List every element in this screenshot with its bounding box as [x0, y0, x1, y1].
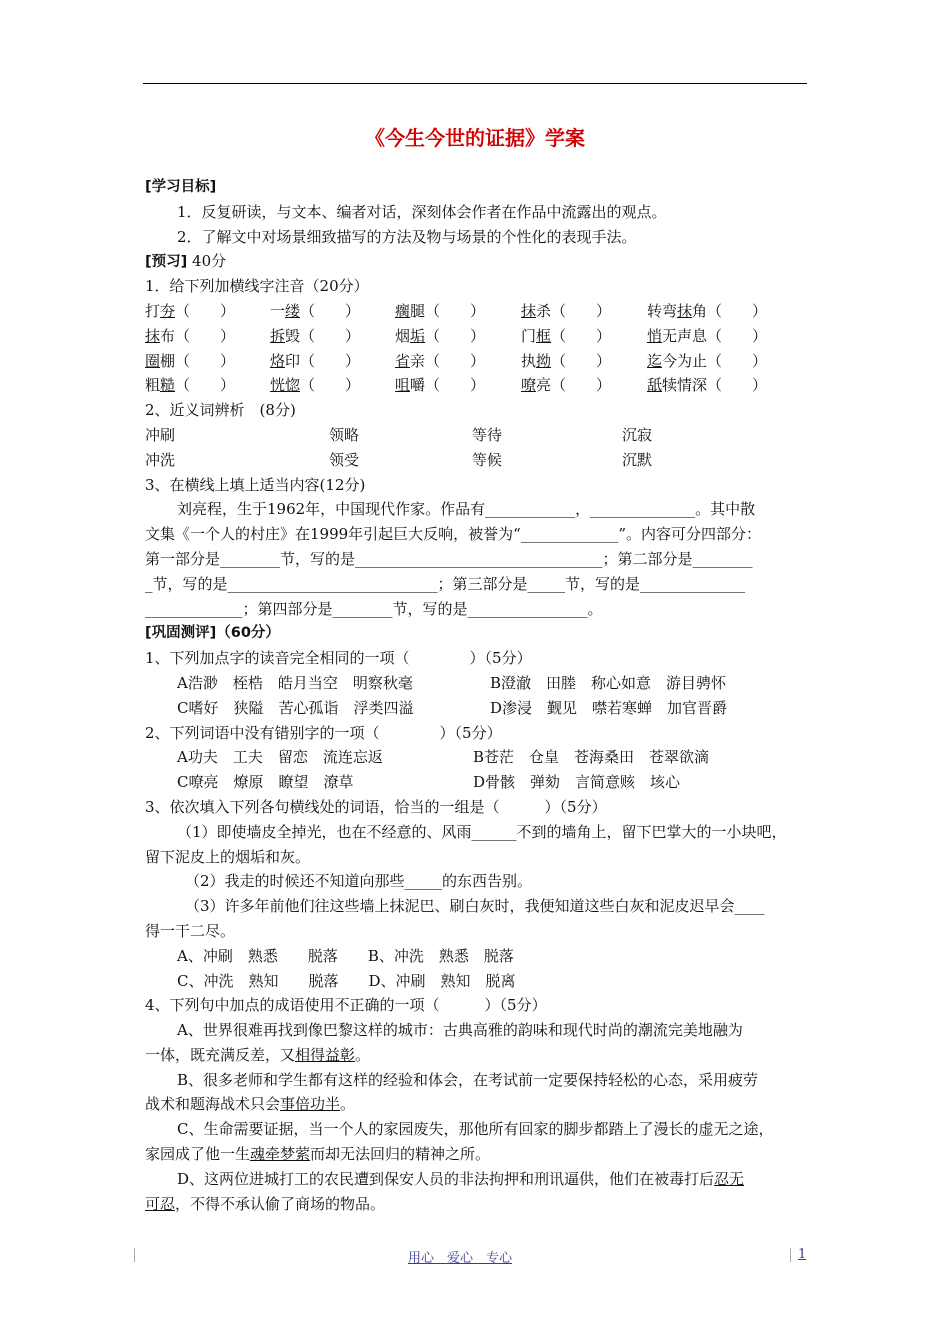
- t4-idiom-d-part2: 可忍: [145, 1194, 176, 1213]
- t2-option-c: C嘹亮 燎原 瞭望 潦草: [177, 773, 354, 792]
- test-heading: [巩固测评]（60分）: [145, 625, 280, 642]
- t1-option-c: C嗜好 狭隘 苦心孤诣 浮类四溢: [177, 698, 414, 717]
- t4-idiom-a: 相得益彰: [295, 1045, 356, 1064]
- pinyin-target-char: 缕: [285, 301, 301, 320]
- pinyin-item-prefix: 烟: [395, 326, 411, 345]
- pinyin-item: [395, 299, 485, 324]
- pinyin-item: [270, 324, 360, 349]
- t3-sentence-1b: 留下泥皮上的烟垢和灰。: [145, 847, 311, 866]
- pinyin-item: [270, 349, 360, 374]
- t2-options-ab: [145, 745, 807, 770]
- pinyin-row: [145, 324, 807, 349]
- pinyin-item-suffix: （ ）: [300, 301, 361, 320]
- pinyin-item-prefix: 打: [145, 301, 161, 320]
- t3-sentence-3a: （3）许多年前他们往这些墙上抹泥巴、刷白灰时，我便知道这些白灰和泥皮迟早会____: [185, 897, 765, 916]
- q3-line-3: 第一部分是________节，写的是_________________________________；第二部分是________: [145, 549, 753, 568]
- goal-item-2: 2．了解文中对场景细致描写的方法及物与场景的个性化的表现手法。: [177, 227, 637, 246]
- t3-options-1: A、冲刷 熟悉 脱落 B、冲洗 熟悉 脱落: [177, 946, 514, 965]
- t3-title: 3、依次填入下列各句横线处的词语，恰当的一组是（ ）（5分）: [145, 797, 607, 816]
- pinyin-target-char: 拗: [536, 351, 552, 370]
- t4-b2-end: 。: [340, 1095, 356, 1114]
- synonym-word: 领略: [329, 425, 360, 444]
- pinyin-item: [647, 324, 767, 349]
- pinyin-item: [395, 373, 485, 398]
- t3-options-2: C、冲洗 熟知 脱落 D、冲刷 熟知 脱离: [177, 971, 516, 990]
- pinyin-target-char: 迄: [647, 351, 663, 370]
- q1-title: 1．给下列加横线字注音（20分）: [145, 277, 369, 296]
- pinyin-target-char: 瘸: [395, 301, 411, 320]
- t4-idiom-c: 魂牵梦萦: [250, 1145, 311, 1164]
- pinyin-target-char: 恍惚: [270, 376, 301, 395]
- pinyin-item-suffix: 棚（ ）: [160, 351, 236, 370]
- t4-a2-text: 一体，既充满反差，又: [145, 1045, 296, 1064]
- pinyin-item: [647, 299, 767, 324]
- pinyin-row: [145, 373, 807, 398]
- t4-c2-text: 家园成了他一生: [145, 1145, 251, 1164]
- header-rule: [143, 83, 807, 84]
- pinyin-item-suffix: 今为止（ ）: [662, 351, 768, 370]
- t4-option-a-line1: A、世界很难再找到像巴黎这样的城市：古典高雅的韵味和现代时尚的潮流完美地融为: [177, 1021, 743, 1040]
- document-body: [145, 175, 807, 1216]
- t4-option-d-line2: [145, 1192, 807, 1217]
- pinyin-item-suffix: 角（ ）: [692, 301, 768, 320]
- synonym-row: [145, 448, 807, 473]
- pinyin-item-suffix: （ ）: [551, 326, 612, 345]
- pinyin-target-char: 嘹: [521, 376, 537, 395]
- synonym-word: 等候: [472, 450, 503, 469]
- pinyin-item-suffix: 亮（ ）: [536, 376, 612, 395]
- t2-option-d: D骨骸 弹劾 言简意赅 垓心: [473, 773, 681, 792]
- pinyin-item: [395, 349, 485, 374]
- t4-d1-text: D、这两位进城打工的农民遭到保安人员的非法拘押和刑讯逼供，他们在被毒打后: [177, 1169, 715, 1188]
- synonym-word: 冲洗: [145, 450, 176, 469]
- t2-option-a: A功夫 工夫 留恋 流连忘返: [177, 748, 383, 767]
- pinyin-item: [145, 373, 235, 398]
- synonym-word: 等待: [472, 425, 503, 444]
- pinyin-target-char: 垢: [410, 326, 426, 345]
- t4-option-b-line2: [145, 1092, 807, 1117]
- synonym-grid: [145, 423, 807, 473]
- pinyin-target-char: 框: [536, 326, 552, 345]
- pinyin-item-suffix: 布（ ）: [160, 326, 236, 345]
- pinyin-item-suffix: 犊情深（ ）: [662, 376, 768, 395]
- t2-options-cd: [145, 770, 807, 795]
- pinyin-row: [145, 299, 807, 324]
- pinyin-item: [270, 373, 360, 398]
- pinyin-item-suffix: （ ）: [175, 301, 236, 320]
- t4-option-b-line1: B、很多老师和学生都有这样的经验和体会，在考试前一定要保持轻松的心态，采用疲劳: [177, 1070, 759, 1089]
- pinyin-item-suffix: 嚼（ ）: [410, 376, 486, 395]
- t2-title: 2、下列词语中没有错别字的一项（ ）（5分）: [145, 723, 502, 742]
- pinyin-item: [270, 299, 360, 324]
- synonym-word: 沉默: [622, 450, 653, 469]
- pinyin-item-suffix: （ ）: [300, 376, 361, 395]
- t3-sentence-1a: （1）即使墙皮全掉光，也在不经意的、风雨______不到的墙角上，留下巴掌大的一小块吧，: [177, 822, 787, 841]
- pinyin-item-suffix: （ ）: [175, 376, 236, 395]
- t4-option-a-line2: [145, 1043, 807, 1068]
- q3-title: 3、在横线上填上适当内容(12分): [145, 475, 366, 494]
- pinyin-item: [521, 299, 611, 324]
- synonym-word: 领受: [329, 450, 360, 469]
- pinyin-target-char: 拆: [270, 326, 286, 345]
- pinyin-item-prefix: 转弯: [647, 301, 678, 320]
- t1-option-d: D渗浸 觐见 噤若寒蝉 加官晋爵: [490, 698, 728, 717]
- synonym-word: 沉寂: [622, 425, 653, 444]
- synonym-row: [145, 423, 807, 448]
- t3-sentence-2: （2）我走的时候还不知道向那些_____的东西告别。: [185, 872, 533, 891]
- goal-item-1: 1．反复研读，与文本、编者对话，深刻体会作者在作品中流露出的观点。: [177, 202, 667, 221]
- pinyin-target-char: 圈: [145, 351, 161, 370]
- t1-option-a: A浩渺 桎梏 皓月当空 明察秋毫: [177, 673, 413, 692]
- t4-option-d-line1: [145, 1167, 807, 1192]
- goals-heading: [学习目标]: [145, 179, 217, 195]
- pinyin-item: [521, 349, 611, 374]
- preview-score: 40分: [187, 252, 227, 271]
- pinyin-item-suffix: 杀（ ）: [536, 301, 612, 320]
- footer-divider-right: [790, 1248, 792, 1262]
- page-title: 《今生今世的证据》学案: [365, 126, 585, 150]
- t1-option-b: B澄澈 田塍 称心如意 游目骋怀: [490, 673, 727, 692]
- preview-heading-line: [145, 249, 807, 274]
- pinyin-target-char: 舐: [647, 376, 663, 395]
- pinyin-target-char: 糙: [160, 376, 176, 395]
- preview-heading: [预习]: [145, 254, 188, 271]
- pinyin-item: [521, 324, 611, 349]
- footer-motto: 用心 爱心 专心: [407, 1251, 512, 1266]
- pinyin-item: [647, 349, 767, 374]
- pinyin-target-char: 夯: [160, 301, 176, 320]
- pinyin-item-suffix: 无声息（ ）: [662, 326, 768, 345]
- t1-options-ab: [145, 671, 807, 696]
- page-number: 1: [798, 1247, 807, 1262]
- pinyin-item: [145, 299, 235, 324]
- pinyin-target-char: 抹: [677, 301, 693, 320]
- t3-sentence-3b: 得一干二尽。: [145, 921, 236, 940]
- pinyin-item-prefix: 粗: [145, 376, 161, 395]
- t1-title: 1、下列加点字的读音完全相同的一项（ ）（5分）: [145, 649, 532, 668]
- pinyin-target-char: 悄: [647, 326, 663, 345]
- q3-line-4: _节，写的是____________________________；第三部分是_____节，写的是______________: [145, 574, 746, 593]
- q3-line-5: _____________；第四部分是________节，写的是________________。: [145, 599, 603, 618]
- pinyin-target-char: 烙: [270, 351, 286, 370]
- t1-options-cd: [145, 696, 807, 721]
- pinyin-item-prefix: 门: [521, 326, 537, 345]
- pinyin-item-suffix: 毁（ ）: [285, 326, 361, 345]
- pinyin-item: [145, 349, 235, 374]
- t2-option-b: B苍茫 仓皇 苍海桑田 苍翠欲滴: [473, 748, 710, 767]
- t4-b2-text: 战术和题海战术只会: [145, 1095, 281, 1114]
- t4-idiom-b: 事倍功半: [280, 1095, 341, 1114]
- pinyin-item-prefix: 一: [270, 301, 286, 320]
- t4-option-c-line1: C、生命需要证据，当一个人的家园废失，那他所有回家的脚步都踏上了漫长的虚无之途，: [177, 1120, 774, 1139]
- pinyin-item-suffix: 腿（ ）: [410, 301, 486, 320]
- pinyin-grid: [145, 299, 807, 398]
- t4-option-c-line2: [145, 1142, 807, 1167]
- pinyin-item-suffix: （ ）: [551, 351, 612, 370]
- t4-idiom-d-part1: 忍无: [714, 1169, 745, 1188]
- q3-line-2: 文集《一个人的村庄》在1999年引起巨大反响，被誉为“_____________”。内容可分四部分：: [145, 525, 762, 544]
- t4-title: 4、下列句中加点的成语使用不正确的一项（ ）（5分）: [145, 996, 547, 1015]
- pinyin-target-char: 咀: [395, 376, 411, 395]
- pinyin-item-suffix: （ ）: [425, 326, 486, 345]
- pinyin-item: [521, 373, 611, 398]
- pinyin-row: [145, 349, 807, 374]
- pinyin-item: [395, 324, 485, 349]
- t4-a2-end: 。: [355, 1045, 371, 1064]
- t4-d2-end: ，不得不承认偷了商场的物品。: [175, 1194, 386, 1213]
- pinyin-target-char: 抹: [145, 326, 161, 345]
- pinyin-item: [647, 373, 767, 398]
- pinyin-item-suffix: 亲（ ）: [410, 351, 486, 370]
- pinyin-item: [145, 324, 235, 349]
- t4-c2-end: 而却无法回归的精神之所。: [310, 1145, 491, 1164]
- q2-title: 2、近义词辨析 (8分): [145, 401, 296, 420]
- pinyin-item-suffix: 印（ ）: [285, 351, 361, 370]
- synonym-word: 冲刷: [145, 425, 176, 444]
- q3-line-1: 刘亮程，生于1962年，中国现代作家。作品有____________，______________。其中散: [177, 500, 756, 519]
- pinyin-target-char: 抹: [521, 301, 537, 320]
- pinyin-item-prefix: 执: [521, 351, 537, 370]
- pinyin-target-char: 省: [395, 351, 411, 370]
